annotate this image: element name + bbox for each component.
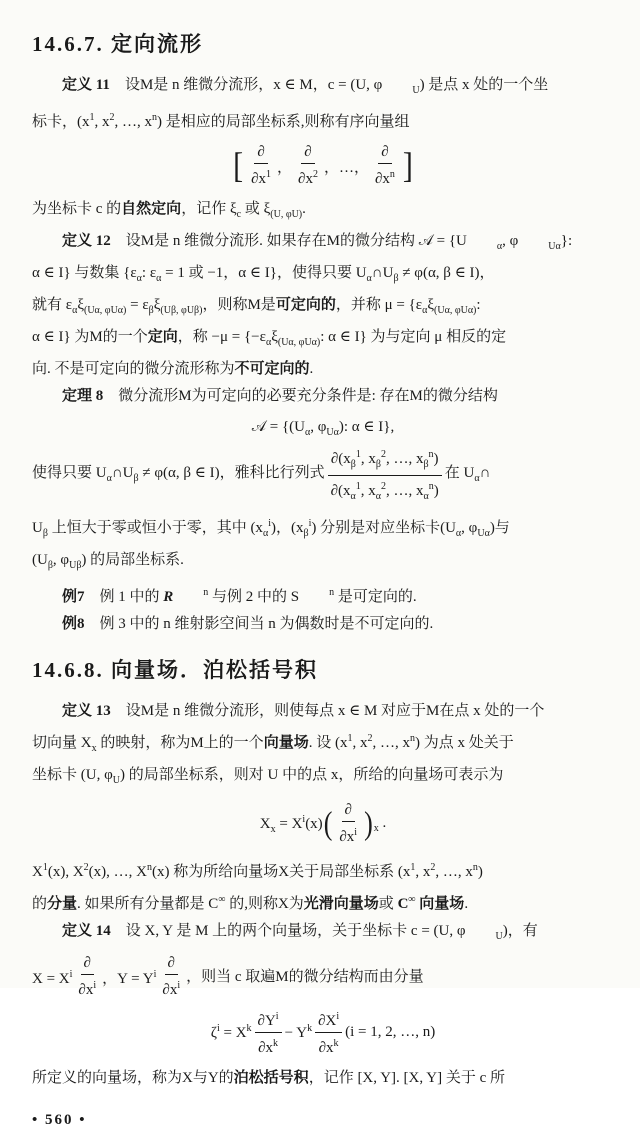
xy-expansion-line bbox=[32, 954, 614, 1000]
definition-11-line-2: 标卡，(x1, x2, …, xn) 是相应的局部坐标系,则称有序向量组 bbox=[32, 112, 410, 130]
poisson-bracket-formula bbox=[32, 1007, 614, 1058]
sign-condition-line-2: (Uβ, φUβ) 的局部坐标系. bbox=[32, 552, 184, 571]
vector-field-formula bbox=[32, 801, 614, 847]
definition-14-line-1: 定义 14 设 X, Y 是 M 上的两个向量场，关于坐标卡 c = (U, φ U)，有 bbox=[62, 923, 538, 942]
theorem-8-line: 定理 8 微分流形M为可定向的必要充分条件是: 存在M的微分结构 bbox=[62, 388, 498, 404]
definition-12-line-3: 就有 εαξ(Uα, φUα) = εβξ(Uβ, φUβ)，则称M是可定向的，并称 μ = {εαξ(Uα, φUα): bbox=[32, 297, 481, 316]
formula-ellipsis: ，…， bbox=[323, 159, 369, 176]
definition-12-line-2: α ∈ I} 与数集 {εα: εα = 1 或 −1，α ∈ I}，使得只要 Uα∩Uβ ≠ φ(α, β ∈ I)， bbox=[32, 265, 495, 284]
components-line-1: X1(x), X2(x), …, Xn(x) 称为所给向量场X关于局部坐标系 (x1, x2, …, xn) bbox=[32, 862, 483, 880]
xy-mid-text: ，Y = Yi bbox=[102, 969, 157, 987]
poisson-pre: ζi = Xk bbox=[210, 1023, 252, 1041]
jacobian-line bbox=[32, 445, 614, 506]
definition-13-line-2: 切向量 Xx 的映射，称为M上的一个向量场. 设 (x1, x2, …, xn) 为点 x 处关于 bbox=[32, 733, 514, 754]
atlas-formula bbox=[32, 417, 614, 438]
y-fraction: $\frac{\partial}{\partial xi}$ bbox=[162, 955, 181, 998]
partial-x2-fraction: $\frac{\partial}{\partial x2}$ bbox=[298, 144, 318, 187]
x-fraction: $\frac{\partial}{\partial xi}$ bbox=[78, 955, 97, 998]
components-line-2: 的分量. 如果所有分量都是 C∞ 的,则称X为光滑向量场或 C∞ 向量场. bbox=[32, 894, 469, 912]
poisson-definition-line: 所定义的向量场，称为X与Y的泊松括号积，记作 [X, Y]. [X, Y] 关于 c 所 bbox=[32, 1070, 506, 1086]
section-heading-14-6-7: 14.6.7. 定向流形 bbox=[32, 32, 203, 56]
definition-11-line-1: 定义 11 设M是 n 维微分流形，x ∈ M，c = (U, φ U) 是点 x 处的一个坐 bbox=[62, 77, 549, 96]
xy-pre-text: X = Xi bbox=[32, 969, 73, 987]
sign-condition-line-1: Uβ 上恒大于零或恒小于零，其中 (xαi)，(xβi) 分别是对应坐标卡(Uα, φUα)与 bbox=[32, 518, 510, 539]
partial-xn-fraction: $\frac{\partial}{\partial xn}$ bbox=[374, 144, 395, 187]
definition-12-line-1: 定义 12 设M是 n 维微分流形. 如果存在M的微分结构 𝒜 = {U α, φ Uα}: bbox=[62, 233, 573, 252]
right-bracket: ] bbox=[402, 145, 413, 186]
right-paren: ) bbox=[364, 805, 373, 842]
definition-12-line-4: α ∈ I} 为M的一个定向，称 −μ = {−εαξ(Uα, φUα): α ∈ I} 为与定向 μ 相反的定 bbox=[32, 329, 507, 348]
page-number: • 560 • bbox=[32, 1112, 87, 1128]
atlas-formula-text: 𝒜 = {(Uα, φUα): α ∈ I}, bbox=[251, 419, 395, 438]
jacobian-post-text: 在 Uα∩ bbox=[444, 464, 491, 484]
partial-xi-fraction: $\frac{\partial}{\partial xi}$ bbox=[339, 802, 358, 845]
vector-field-post: x . bbox=[373, 814, 387, 834]
section-heading-14-6-8: 14.6.8. 向量场．泊松括号积 bbox=[32, 658, 318, 682]
formula-separator: ， bbox=[277, 159, 293, 176]
left-paren: ( bbox=[323, 805, 333, 842]
dy-dx-fraction: $\frac{\partial Yi}{\partial xk}$ bbox=[255, 1007, 282, 1058]
example-7-line: 例7 例 1 中的 R n 与例 2 中的 S n 是可定向的. bbox=[62, 587, 417, 605]
natural-orientation-line: 为坐标卡 c 的自然定向，记作 ξc 或 ξ(U, φU). bbox=[32, 201, 306, 220]
left-bracket: [ bbox=[233, 145, 244, 186]
xy-post-text: ，则当 c 取遍M的微分结构而由分量 bbox=[186, 968, 424, 985]
definition-13-line-1: 定义 13 设M是 n 维微分流形，则使每点 x ∈ M 对应于M在点 x 处的一个 bbox=[62, 703, 545, 719]
poisson-post: (i = 1, 2, …, n) bbox=[345, 1024, 436, 1040]
definition-12-line-5: 向. 不是可定向的微分流形称为不可定向的. bbox=[32, 361, 314, 377]
example-8-line: 例8 例 3 中的 n 维射影空间当 n 为偶数时是不可定向的. bbox=[62, 616, 434, 632]
dx-dx-fraction: $\frac{\partial Xi}{\partial xk}$ bbox=[315, 1007, 342, 1058]
definition-13-line-3: 坐标卡 (U, φU) 的局部坐标系，则对 U 中的点 x，所给的向量场可表示为 bbox=[32, 767, 504, 786]
vector-field-pre: Xx = Xi(x) bbox=[259, 813, 323, 835]
jacobian-pre-text: 使得只要 Uα∩Uβ ≠ φ(α, β ∈ I)，雅科比行列式 bbox=[32, 464, 325, 484]
partial-x1-fraction: $\frac{\partial}{\partial x1}$ bbox=[251, 144, 272, 187]
natural-basis-formula bbox=[32, 143, 614, 189]
jacobian-fraction: $\frac{\text{∂(xβ1, xβ2, …, xβn)}}{\text{∂(xα1, xα2, …, xαn)}}$ bbox=[328, 445, 442, 506]
poisson-mid: − Yk bbox=[284, 1023, 313, 1041]
